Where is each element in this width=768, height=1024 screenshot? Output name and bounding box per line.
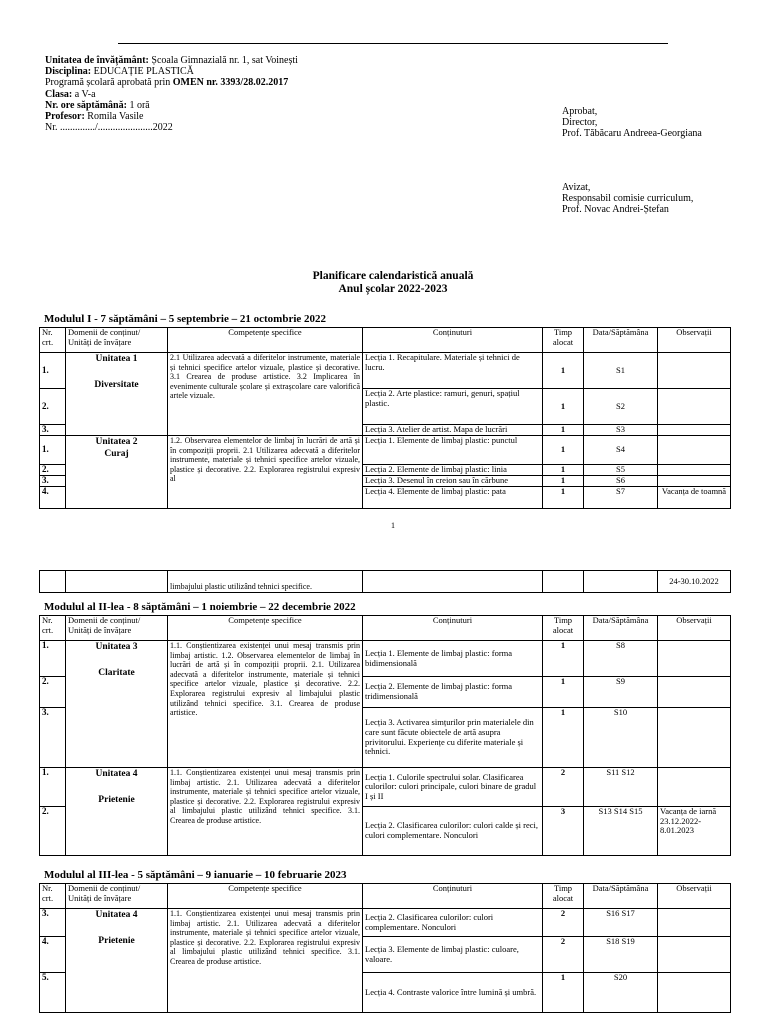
- obs-cell: Vacanța de iarnă 23.12.2022-8.01.2023: [658, 807, 731, 856]
- col-competente: Competențe specifice: [168, 884, 363, 909]
- profesor-label: Profesor:: [45, 111, 85, 123]
- obs-cell: [658, 973, 731, 1013]
- col-data: Data/Săptămâna: [584, 616, 658, 641]
- unit-theme: Diversitate: [94, 380, 139, 390]
- table-row: [40, 436, 731, 465]
- competente-cell: 1.1. Conștientizarea existenței unui mesaj transmis prin limbaj artistic. 2.1. Utilizarea adecvată a diferitelor instrumente, materiale și tehnici specifice artelor vizuale, plastice și decorative. 2.2. Explorarea registrului expresiv al limbajului plastic utilizând tehnici specifice. 3.1. Crearea de produse artistice.: [168, 909, 363, 1013]
- module3-title: Modulul al III-lea - 5 săptămâni – 9 ianuarie – 10 februarie 2023: [44, 869, 347, 881]
- avizat-line1: Avizat,: [562, 182, 591, 193]
- obs-cell: [658, 909, 731, 937]
- table-row: [40, 641, 731, 677]
- col-nr: Nr. crt.: [40, 884, 66, 909]
- col-continuturi: Conținuturi: [363, 884, 543, 909]
- obs-cell: 24-30.10.2022: [658, 571, 731, 593]
- unit-name: Unitatea 4: [95, 769, 138, 779]
- unit-theme: Prietenie: [98, 936, 135, 946]
- continut-cell: Lecția 3. Elemente de limbaj plastic: culoare, valoare.: [363, 937, 543, 973]
- col-data: Data/Săptămâna: [584, 328, 658, 353]
- data-cell: [584, 571, 658, 593]
- row-nr: 5.: [40, 973, 66, 1013]
- nr-line: Nr. ............../......................2022: [45, 122, 173, 134]
- row-nr: [40, 571, 66, 593]
- document-title: [0, 270, 768, 295]
- row-nr: 2.: [40, 677, 66, 708]
- timp-cell: 1: [543, 436, 584, 465]
- timp-cell: 2: [543, 768, 584, 807]
- col-timp: Timp alocat: [543, 884, 584, 909]
- row-nr: 1.: [40, 353, 66, 389]
- unit-theme: Prietenie: [98, 795, 135, 805]
- competente-cell: 2.1 Utilizarea adecvată a diferitelor instrumente, materiale și tehnici specifice artelor vizuale, plastice și decorative. 3.1 Crearea de produse artistice. 3.2 Implicarea în evenimente culturale școlare și extrașcolare care valorifică artele vizuale.: [168, 353, 363, 436]
- unit-cell: [66, 641, 168, 768]
- data-cell: S8: [584, 641, 658, 677]
- timp-cell: 1: [543, 465, 584, 476]
- row-nr: 2.: [40, 465, 66, 476]
- unit-cell: [66, 353, 168, 436]
- timp-cell: 1: [543, 677, 584, 708]
- obs-cell: [658, 768, 731, 807]
- unit-name: Unitatea 1: [95, 354, 138, 364]
- col-observatii: Observații: [658, 616, 731, 641]
- col-observatii: Observații: [658, 884, 731, 909]
- row-nr: 3.: [40, 476, 66, 487]
- unit-name: Unitatea 2: [95, 437, 138, 447]
- col-competente: Competențe specifice: [168, 616, 363, 641]
- school-header: [45, 55, 298, 133]
- clasa-value: a V-a: [74, 88, 96, 100]
- col-observatii: Observații: [658, 328, 731, 353]
- col-domenii: Domenii de conținut/ Unități de învățare: [66, 884, 168, 909]
- row-nr: 1.: [40, 641, 66, 677]
- module2-title: Modulul al II-lea - 8 săptămâni – 1 noiembrie – 22 decembrie 2022: [44, 601, 356, 613]
- table-header-row: [40, 884, 731, 909]
- obs-cell: [658, 641, 731, 677]
- obs-cell: [658, 353, 731, 389]
- col-data: Data/Săptămâna: [584, 884, 658, 909]
- continut-cell: Lecția 2. Arte plastice: ramuri, genuri, spațiul plastic.: [363, 389, 543, 425]
- table-row: [40, 768, 731, 807]
- timp-cell: 1: [543, 973, 584, 1013]
- row-nr: 1.: [40, 768, 66, 807]
- unit-cell: [66, 768, 168, 856]
- continut-cell: Lecția 2. Elemente de limbaj plastic: linia: [363, 465, 543, 476]
- continut-cell: Lecția 2. Clasificarea culorilor: culori complementare. Nonculori: [363, 909, 543, 937]
- continut-cell: Lecția 3. Desenul în creion sau în cărbune: [363, 476, 543, 487]
- row-nr: 4.: [40, 487, 66, 509]
- data-cell: S5: [584, 465, 658, 476]
- module3-table: [39, 883, 731, 1013]
- col-timp: Timp alocat: [543, 328, 584, 353]
- aprobat-block: [562, 106, 702, 140]
- aprobat-line2: Director,: [562, 117, 598, 129]
- continut-cell: Lecția 4. Contraste valorice între lumină și umbră.: [363, 973, 543, 1013]
- header-rule: [118, 43, 668, 44]
- data-cell: S9: [584, 677, 658, 708]
- table-header-row: [40, 616, 731, 641]
- continut-cell: Lecția 4. Elemente de limbaj plastic: pata: [363, 487, 543, 509]
- row-nr: 4.: [40, 937, 66, 973]
- col-nr: Nr. crt.: [40, 616, 66, 641]
- continut-cell: Lecția 1. Culorile spectrului solar. Clasificarea culorilor: culori principale, culori binare de gradul I și II: [363, 768, 543, 807]
- title-line2: Anul școlar 2022-2023: [338, 282, 448, 295]
- avizat-block: [562, 182, 693, 216]
- timp-cell: 2: [543, 909, 584, 937]
- row-nr: 2.: [40, 807, 66, 856]
- data-cell: S16 S17: [584, 909, 658, 937]
- data-cell: S18 S19: [584, 937, 658, 973]
- table-row: [40, 909, 731, 937]
- row-nr: 1.: [40, 436, 66, 465]
- table-row: [40, 571, 731, 593]
- obs-cell: [658, 708, 731, 768]
- aprobat-line1: Aprobat,: [562, 106, 598, 117]
- data-cell: S11 S12: [584, 768, 658, 807]
- aprobat-line3: Prof. Tăbăcaru Andreea-Georgiana: [562, 128, 702, 140]
- title-line1: Planificare calendaristică anuală: [312, 270, 474, 282]
- row-nr: 3.: [40, 909, 66, 937]
- col-competente: Competențe specifice: [168, 328, 363, 353]
- programa-omen: OMEN nr. 3393/28.02.2017: [172, 77, 289, 89]
- data-cell: S3: [584, 425, 658, 436]
- competente-cell: 1.1. Conștientizarea existenței unui mesaj transmis prin limbaj artistic. 2.1. Utilizarea adecvată a diferitelor instrumente, materiale și tehnici specifice artelor vizuale, plastice și decorative. 2.2. Explorarea registrului expresiv al limbajului plastic utilizând tehnici specifice. 3.1. Crearea de produse artistice.: [168, 768, 363, 856]
- timp-cell: [543, 571, 584, 593]
- module1-title: Modulul I - 7 săptămâni – 5 septembrie – 21 octombrie 2022: [44, 313, 327, 325]
- continut-cell: Lecția 1. Recapitulare. Materiale și tehnici de lucru.: [363, 353, 543, 389]
- obs-cell: [658, 677, 731, 708]
- unitate-label: Unitatea de învățământ:: [45, 55, 149, 66]
- obs-cell: [658, 476, 731, 487]
- continut-cell: Lecția 3. Atelier de artist. Mapa de lucrări: [363, 425, 543, 436]
- data-cell: S7: [584, 487, 658, 509]
- timp-cell: 1: [543, 487, 584, 509]
- obs-cell: [658, 389, 731, 425]
- data-cell: S4: [584, 436, 658, 465]
- col-nr: Nr. crt.: [40, 328, 66, 353]
- unit-cell: [66, 571, 168, 593]
- table-row: [40, 353, 731, 389]
- obs-cell: Vacanța de toamnă: [658, 487, 731, 509]
- clasa-label: Clasa:: [45, 88, 73, 100]
- timp-cell: 3: [543, 807, 584, 856]
- col-timp: Timp alocat: [543, 616, 584, 641]
- avizat-line2: Responsabil comisie curriculum,: [562, 193, 694, 205]
- unit-theme: Claritate: [98, 668, 135, 678]
- obs-cell: [658, 465, 731, 476]
- data-cell: S6: [584, 476, 658, 487]
- continut-cell: Lecția 1. Elemente de limbaj plastic: forma bidimensională: [363, 641, 543, 677]
- timp-cell: 1: [543, 476, 584, 487]
- ore-label: Nr. ore săptămână:: [45, 99, 127, 111]
- module1-table: [39, 327, 731, 509]
- timp-cell: 1: [543, 425, 584, 436]
- unit-name: Unitatea 4: [95, 910, 138, 920]
- continut-cell: Lecția 3. Activarea simțurilor prin materialele din care sunt făcute obiectele de artă asupra privitorului. Experiențe cu diferite materiale și tehnici.: [363, 708, 543, 768]
- row-nr: 2.: [40, 389, 66, 425]
- timp-cell: 1: [543, 708, 584, 768]
- col-continuturi: Conținuturi: [363, 616, 543, 641]
- col-domenii: Domenii de conținut/ Unități de învățare: [66, 328, 168, 353]
- unit-cell: [66, 909, 168, 1013]
- disciplina-value: EDUCAȚIE PLASTICĂ: [93, 66, 194, 78]
- continut-cell: Lecția 2. Clasificarea culorilor: culori calde și reci, culori complementare. Nonculori: [363, 807, 543, 856]
- module2-table: [39, 615, 731, 856]
- timp-cell: 2: [543, 937, 584, 973]
- row-nr: 3.: [40, 425, 66, 436]
- competente-cell: limbajului plastic utilizând tehnici specifice.: [168, 571, 363, 593]
- continut-cell: Lecția 2. Elemente de limbaj plastic: forma tridimensională: [363, 677, 543, 708]
- ore-value: 1 oră: [129, 99, 150, 111]
- timp-cell: 1: [543, 641, 584, 677]
- data-cell: S20: [584, 973, 658, 1013]
- avizat-line3: Prof. Novac Andrei-Ștefan: [562, 204, 669, 216]
- profesor-value: Romila Vasile: [87, 111, 144, 123]
- row-nr: 3.: [40, 708, 66, 768]
- page-number: 1: [391, 521, 395, 530]
- obs-cell: [658, 436, 731, 465]
- col-domenii: Domenii de conținut/ Unități de învățare: [66, 616, 168, 641]
- unit-theme: Curaj: [104, 449, 129, 459]
- continut-cell: [363, 571, 543, 593]
- data-cell: S2: [584, 389, 658, 425]
- table-header-row: [40, 328, 731, 353]
- programa-text: Programă școlară aprobată prin: [45, 77, 171, 89]
- unit-name: Unitatea 3: [95, 642, 138, 652]
- continut-cell: Lecția 1. Elemente de limbaj plastic: punctul: [363, 436, 543, 465]
- obs-cell: [658, 425, 731, 436]
- data-cell: S10: [584, 708, 658, 768]
- competente-cell: 1.1. Conștientizarea existenței unui mesaj transmis prin limbaj artistic. 1.2. Observarea elementelor de limbaj în lucrări de artă și în compoziții proprii. 2.1. Utilizarea adecvată a diferitelor instrumente, materiale și tehnici specifice artelor vizuale, plastice și decorative. 2.2. Explorarea registrului expresiv al limbajului plastic utilizând tehnici specifice. 3.1. Crearea de produse artistice.: [168, 641, 363, 768]
- col-continuturi: Conținuturi: [363, 328, 543, 353]
- timp-cell: 1: [543, 389, 584, 425]
- unit-cell: [66, 436, 168, 509]
- data-cell: S13 S14 S15: [584, 807, 658, 856]
- data-cell: S1: [584, 353, 658, 389]
- unitate-value: Școala Gimnazială nr. 1, sat Voinești: [151, 55, 298, 66]
- disciplina-label: Disciplina:: [45, 66, 92, 78]
- obs-cell: [658, 937, 731, 973]
- timp-cell: 1: [543, 353, 584, 389]
- continuation-table: [39, 570, 731, 593]
- competente-cell: 1.2. Observarea elementelor de limbaj în lucrări de artă și în compoziții proprii. 2.1 Utilizarea adecvată a diferitelor instrumente, materiale și tehnici specifice artelor vizuale, plastice și decorative. 2.2. Explorarea registrului expresiv al: [168, 436, 363, 509]
